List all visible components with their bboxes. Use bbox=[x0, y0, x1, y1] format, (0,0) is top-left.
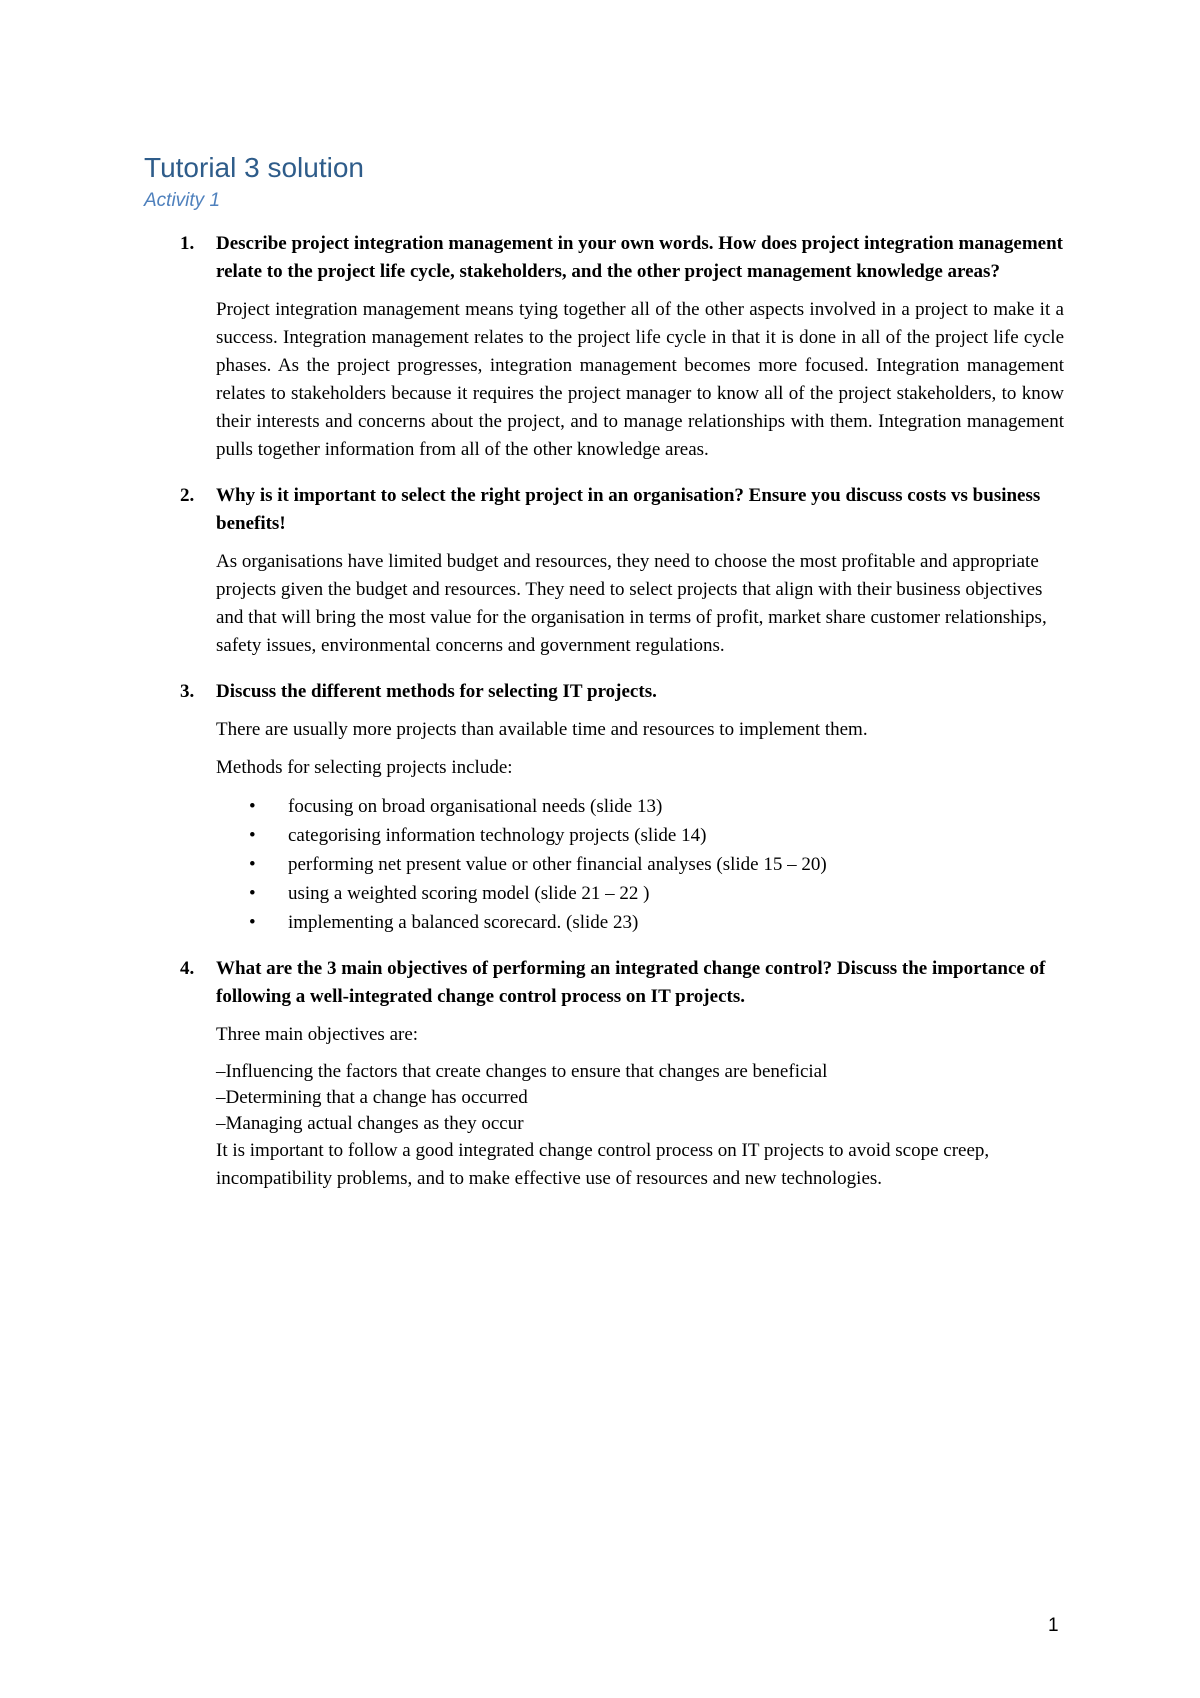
document-subtitle: Activity 1 bbox=[144, 190, 221, 211]
bullet-icon: • bbox=[249, 854, 256, 875]
answer-lead: Methods for selecting projects include: bbox=[216, 757, 513, 778]
document-content bbox=[144, 150, 1064, 1211]
question-list bbox=[144, 230, 1064, 1193]
question-2 bbox=[144, 482, 1064, 660]
list-item-text: categorising information technology projects (slide 14) bbox=[288, 825, 707, 846]
list-item-text: performing net present value or other financial analyses (slide 15 – 20) bbox=[288, 854, 827, 875]
bullet-icon: • bbox=[249, 883, 256, 904]
question-text: Why is it important to select the right project in an organisation? Ensure you discuss costs vs business benefits! bbox=[216, 485, 1041, 534]
objective-item: –Determining that a change has occurred bbox=[216, 1087, 528, 1108]
answer-lead: Three main objectives are: bbox=[216, 1024, 419, 1045]
answer-text: As organisations have limited budget and resources, they need to choose the most profitable and appropriate projects given the budget and resources. They need to select projects that align with their business objectives and that will bring the most value for the organisation in terms of profit, market share customer relationships, safety issues, environmental concerns and government regulations. bbox=[216, 551, 1047, 656]
bullet-icon: • bbox=[249, 912, 256, 933]
list-item bbox=[144, 879, 1064, 908]
question-1 bbox=[144, 230, 1064, 464]
list-item bbox=[144, 908, 1064, 937]
list-item-text: implementing a balanced scorecard. (slide 23) bbox=[288, 912, 639, 933]
bullet-icon: • bbox=[249, 796, 256, 817]
list-item bbox=[144, 821, 1064, 850]
objectives-list bbox=[216, 1059, 1064, 1137]
question-3 bbox=[144, 678, 1064, 937]
question-number: 3. bbox=[180, 681, 195, 702]
objective-item: –Influencing the factors that create changes to ensure that changes are beneficial bbox=[216, 1061, 828, 1082]
list-item-text: focusing on broad organisational needs (slide 13) bbox=[288, 796, 663, 817]
question-text: Discuss the different methods for selecting IT projects. bbox=[216, 681, 657, 702]
question-4 bbox=[144, 955, 1064, 1193]
question-text: Describe project integration management in your own words. How does project integration management relate to the project life cycle, stakeholders, and the other project management knowledge areas? bbox=[216, 233, 1063, 282]
bullet-icon: • bbox=[249, 825, 256, 846]
answer-conclusion: It is important to follow a good integrated change control process on IT projects to avoid scope creep, incompatibility problems, and to make effective use of resources and new technologies. bbox=[216, 1140, 990, 1189]
page-number: 1 bbox=[1048, 1615, 1059, 1636]
methods-list bbox=[144, 792, 1064, 937]
question-text: What are the 3 main objectives of performing an integrated change control? Discuss the importance of following a well-integrated change control process on IT projects. bbox=[216, 958, 1046, 1007]
objective-item: –Managing actual changes as they occur bbox=[216, 1113, 524, 1134]
list-item-text: using a weighted scoring model (slide 21 – 22 ) bbox=[288, 883, 650, 904]
question-number: 1. bbox=[180, 233, 195, 254]
list-item bbox=[144, 792, 1064, 821]
list-item bbox=[144, 850, 1064, 879]
question-number: 2. bbox=[180, 485, 195, 506]
document-title: Tutorial 3 solution bbox=[144, 152, 364, 183]
answer-text: Project integration management means tying together all of the other aspects involved in a project to make it a success. Integration management relates to the project life cycle in that it is done in all of the project life cycle phases. As the project progresses, integration management becomes more focused. Integration management relates to stakeholders because it requires the project manager to know all of the project stakeholders, to know their interests and concerns about the project, and to manage relationships with them. Integration management pulls together information from all of the other knowledge areas. bbox=[216, 299, 1064, 460]
question-number: 4. bbox=[180, 958, 195, 979]
answer-intro: There are usually more projects than available time and resources to implement them. bbox=[216, 719, 868, 740]
